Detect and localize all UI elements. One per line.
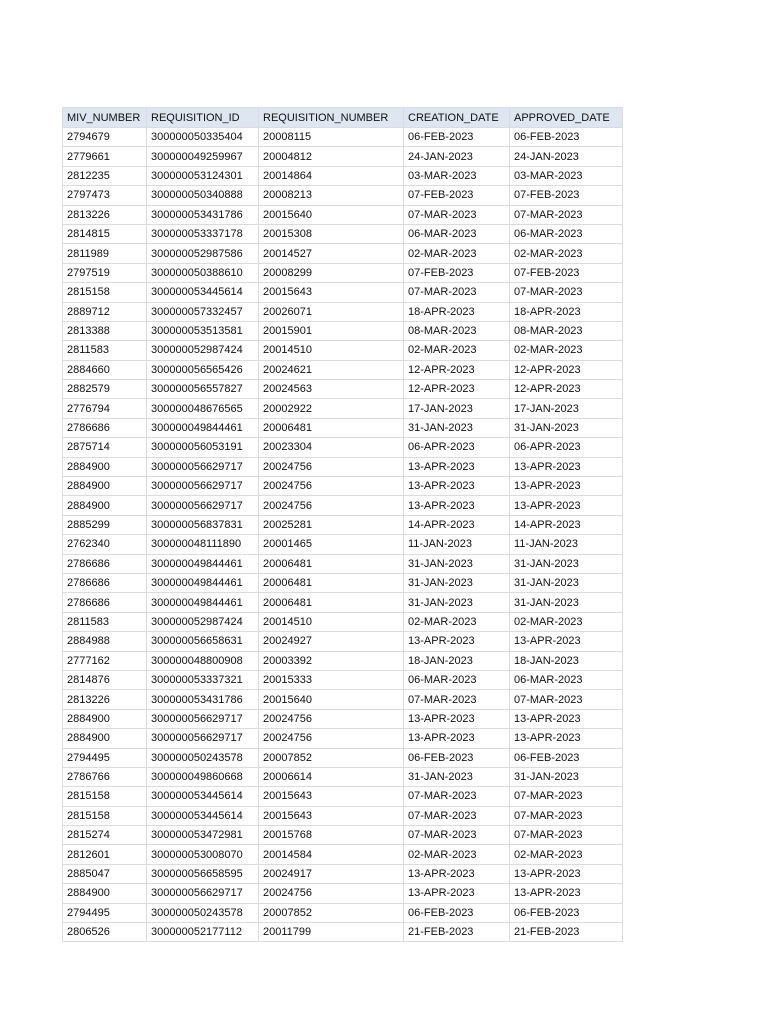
miv-number-cell: 2875714 — [63, 438, 147, 457]
requisition-number-cell: 20015901 — [259, 321, 404, 340]
miv-number-cell: 2812601 — [63, 845, 147, 864]
table-row — [63, 651, 623, 670]
requisition-number-cell: 20014864 — [259, 166, 404, 185]
table-row — [63, 573, 623, 592]
table-row — [63, 884, 623, 903]
table-row — [63, 826, 623, 845]
creation-date-cell: 13-APR-2023 — [404, 632, 510, 651]
requisition-id-cell: 300000053445614 — [147, 283, 259, 302]
approved-date-cell: 02-MAR-2023 — [510, 341, 623, 360]
miv-number-cell: 2815274 — [63, 826, 147, 845]
approved-date-cell: 31-JAN-2023 — [510, 418, 623, 437]
requisition-number-cell: 20024756 — [259, 477, 404, 496]
requisition-id-cell: 300000057332457 — [147, 302, 259, 321]
table-row — [63, 302, 623, 321]
requisition-id-cell: 300000056557827 — [147, 380, 259, 399]
creation-date-cell: 03-MAR-2023 — [404, 166, 510, 185]
column-header-miv-number: MIV_NUMBER — [63, 108, 147, 128]
requisition-id-cell: 300000048111890 — [147, 535, 259, 554]
table-row — [63, 263, 623, 282]
requisition-number-cell: 20015640 — [259, 205, 404, 224]
requisition-id-cell: 300000056629717 — [147, 729, 259, 748]
approved-date-cell: 18-JAN-2023 — [510, 651, 623, 670]
requisition-number-cell: 20014584 — [259, 845, 404, 864]
approved-date-cell: 06-MAR-2023 — [510, 670, 623, 689]
creation-date-cell: 12-APR-2023 — [404, 380, 510, 399]
table-row — [63, 923, 623, 942]
table-row — [63, 457, 623, 476]
approved-date-cell: 02-MAR-2023 — [510, 244, 623, 263]
approved-date-cell: 07-MAR-2023 — [510, 283, 623, 302]
requisition-number-cell: 20024563 — [259, 380, 404, 399]
requisition-number-cell: 20006614 — [259, 767, 404, 786]
table-row — [63, 418, 623, 437]
miv-number-cell: 2815158 — [63, 787, 147, 806]
approved-date-cell: 14-APR-2023 — [510, 515, 623, 534]
miv-number-cell: 2812235 — [63, 166, 147, 185]
table-row — [63, 729, 623, 748]
approved-date-cell: 13-APR-2023 — [510, 884, 623, 903]
approved-date-cell: 18-APR-2023 — [510, 302, 623, 321]
requisition-number-cell: 20008115 — [259, 128, 404, 147]
table-row — [63, 612, 623, 631]
approved-date-cell: 11-JAN-2023 — [510, 535, 623, 554]
table-row — [63, 709, 623, 728]
approved-date-cell: 13-APR-2023 — [510, 457, 623, 476]
creation-date-cell: 14-APR-2023 — [404, 515, 510, 534]
approved-date-cell: 12-APR-2023 — [510, 360, 623, 379]
requisition-number-cell: 20014527 — [259, 244, 404, 263]
column-header-approved-date: APPROVED_DATE — [510, 108, 623, 128]
requisition-id-cell: 300000056629717 — [147, 496, 259, 515]
requisition-id-cell: 300000056053191 — [147, 438, 259, 457]
creation-date-cell: 02-MAR-2023 — [404, 845, 510, 864]
creation-date-cell: 02-MAR-2023 — [404, 612, 510, 631]
approved-date-cell: 13-APR-2023 — [510, 709, 623, 728]
miv-number-cell: 2884900 — [63, 477, 147, 496]
table-row — [63, 321, 623, 340]
requisition-number-cell: 20006481 — [259, 554, 404, 573]
requisition-number-cell: 20024756 — [259, 729, 404, 748]
table-row — [63, 399, 623, 418]
miv-number-cell: 2786686 — [63, 418, 147, 437]
table-row — [63, 903, 623, 922]
miv-number-cell: 2779661 — [63, 147, 147, 166]
approved-date-cell: 03-MAR-2023 — [510, 166, 623, 185]
requisition-number-cell: 20004812 — [259, 147, 404, 166]
creation-date-cell: 13-APR-2023 — [404, 477, 510, 496]
requisition-id-cell: 300000052987586 — [147, 244, 259, 263]
table-row — [63, 205, 623, 224]
miv-number-cell: 2814876 — [63, 670, 147, 689]
approved-date-cell: 13-APR-2023 — [510, 632, 623, 651]
creation-date-cell: 13-APR-2023 — [404, 884, 510, 903]
table-row — [63, 186, 623, 205]
approved-date-cell: 07-MAR-2023 — [510, 205, 623, 224]
approved-date-cell: 06-FEB-2023 — [510, 748, 623, 767]
column-header-requisition-id: REQUISITION_ID — [147, 108, 259, 128]
miv-number-cell: 2885299 — [63, 515, 147, 534]
creation-date-cell: 06-FEB-2023 — [404, 903, 510, 922]
requisition-id-cell: 300000056658631 — [147, 632, 259, 651]
creation-date-cell: 07-MAR-2023 — [404, 690, 510, 709]
creation-date-cell: 31-JAN-2023 — [404, 418, 510, 437]
requisition-number-cell: 20008213 — [259, 186, 404, 205]
creation-date-cell: 31-JAN-2023 — [404, 554, 510, 573]
requisition-number-cell: 20015643 — [259, 787, 404, 806]
requisition-id-cell: 300000050388610 — [147, 263, 259, 282]
creation-date-cell: 11-JAN-2023 — [404, 535, 510, 554]
miv-number-cell: 2794495 — [63, 903, 147, 922]
requisition-number-cell: 20024756 — [259, 496, 404, 515]
requisition-number-cell: 20006481 — [259, 573, 404, 592]
approved-date-cell: 31-JAN-2023 — [510, 767, 623, 786]
requisition-number-cell: 20024621 — [259, 360, 404, 379]
requisition-id-cell: 300000049860668 — [147, 767, 259, 786]
creation-date-cell: 13-APR-2023 — [404, 709, 510, 728]
header-row — [63, 108, 623, 128]
table-row — [63, 864, 623, 883]
requisition-id-cell: 300000049844461 — [147, 593, 259, 612]
creation-date-cell: 06-FEB-2023 — [404, 128, 510, 147]
requisition-number-cell: 20001465 — [259, 535, 404, 554]
table-row — [63, 283, 623, 302]
miv-number-cell: 2884900 — [63, 709, 147, 728]
requisition-table — [62, 107, 623, 942]
requisition-number-cell: 20007852 — [259, 748, 404, 767]
approved-date-cell: 07-FEB-2023 — [510, 263, 623, 282]
creation-date-cell: 31-JAN-2023 — [404, 573, 510, 592]
requisition-number-cell: 20015643 — [259, 806, 404, 825]
requisition-id-cell: 300000053445614 — [147, 806, 259, 825]
approved-date-cell: 13-APR-2023 — [510, 864, 623, 883]
requisition-number-cell: 20006481 — [259, 593, 404, 612]
miv-number-cell: 2811989 — [63, 244, 147, 263]
table-row — [63, 593, 623, 612]
requisition-id-cell: 300000053431786 — [147, 205, 259, 224]
approved-date-cell: 06-FEB-2023 — [510, 903, 623, 922]
creation-date-cell: 06-MAR-2023 — [404, 224, 510, 243]
creation-date-cell: 02-MAR-2023 — [404, 341, 510, 360]
table-body — [63, 128, 623, 942]
creation-date-cell: 07-FEB-2023 — [404, 186, 510, 205]
miv-number-cell: 2806526 — [63, 923, 147, 942]
table-row — [63, 845, 623, 864]
requisition-id-cell: 300000050340888 — [147, 186, 259, 205]
requisition-number-cell: 20015640 — [259, 690, 404, 709]
column-header-requisition-number: REQUISITION_NUMBER — [259, 108, 404, 128]
approved-date-cell: 13-APR-2023 — [510, 496, 623, 515]
table-row — [63, 166, 623, 185]
table-row — [63, 380, 623, 399]
requisition-id-cell: 300000053337321 — [147, 670, 259, 689]
miv-number-cell: 2786686 — [63, 573, 147, 592]
approved-date-cell: 07-MAR-2023 — [510, 690, 623, 709]
creation-date-cell: 07-MAR-2023 — [404, 205, 510, 224]
requisition-id-cell: 300000052177112 — [147, 923, 259, 942]
creation-date-cell: 07-MAR-2023 — [404, 283, 510, 302]
requisition-number-cell: 20024756 — [259, 709, 404, 728]
creation-date-cell: 07-MAR-2023 — [404, 806, 510, 825]
table-row — [63, 535, 623, 554]
approved-date-cell: 06-MAR-2023 — [510, 224, 623, 243]
creation-date-cell: 08-MAR-2023 — [404, 321, 510, 340]
approved-date-cell: 31-JAN-2023 — [510, 593, 623, 612]
miv-number-cell: 2786686 — [63, 554, 147, 573]
requisition-number-cell: 20025281 — [259, 515, 404, 534]
creation-date-cell: 31-JAN-2023 — [404, 593, 510, 612]
creation-date-cell: 06-APR-2023 — [404, 438, 510, 457]
miv-number-cell: 2811583 — [63, 612, 147, 631]
requisition-id-cell: 300000048800908 — [147, 651, 259, 670]
table-row — [63, 147, 623, 166]
requisition-id-cell: 300000050243578 — [147, 748, 259, 767]
table-row — [63, 748, 623, 767]
table-row — [63, 496, 623, 515]
miv-number-cell: 2814815 — [63, 224, 147, 243]
requisition-number-cell: 20014510 — [259, 341, 404, 360]
requisition-id-cell: 300000049844461 — [147, 418, 259, 437]
table-row — [63, 670, 623, 689]
requisition-number-cell: 20023304 — [259, 438, 404, 457]
requisition-number-cell: 20024756 — [259, 457, 404, 476]
requisition-id-cell: 300000056629717 — [147, 709, 259, 728]
requisition-id-cell: 300000056629717 — [147, 477, 259, 496]
creation-date-cell: 18-APR-2023 — [404, 302, 510, 321]
miv-number-cell: 2884900 — [63, 496, 147, 515]
requisition-id-cell: 300000050243578 — [147, 903, 259, 922]
requisition-number-cell: 20024927 — [259, 632, 404, 651]
requisition-number-cell: 20008299 — [259, 263, 404, 282]
table-row — [63, 341, 623, 360]
miv-number-cell: 2884900 — [63, 729, 147, 748]
requisition-id-cell: 300000053337178 — [147, 224, 259, 243]
requisition-number-cell: 20003392 — [259, 651, 404, 670]
requisition-number-cell: 20015308 — [259, 224, 404, 243]
requisition-id-cell: 300000053008070 — [147, 845, 259, 864]
requisition-id-cell: 300000053431786 — [147, 690, 259, 709]
requisition-number-cell: 20015643 — [259, 283, 404, 302]
table-row — [63, 477, 623, 496]
requisition-id-cell: 300000049844461 — [147, 573, 259, 592]
column-header-creation-date: CREATION_DATE — [404, 108, 510, 128]
requisition-number-cell: 20015768 — [259, 826, 404, 845]
table-row — [63, 787, 623, 806]
requisition-id-cell: 300000053513581 — [147, 321, 259, 340]
creation-date-cell: 13-APR-2023 — [404, 457, 510, 476]
requisition-number-cell: 20011799 — [259, 923, 404, 942]
creation-date-cell: 17-JAN-2023 — [404, 399, 510, 418]
requisition-id-cell: 300000056629717 — [147, 884, 259, 903]
creation-date-cell: 02-MAR-2023 — [404, 244, 510, 263]
requisition-number-cell: 20002922 — [259, 399, 404, 418]
requisition-id-cell: 300000050335404 — [147, 128, 259, 147]
requisition-number-cell: 20015333 — [259, 670, 404, 689]
miv-number-cell: 2884988 — [63, 632, 147, 651]
requisition-number-cell: 20026071 — [259, 302, 404, 321]
creation-date-cell: 21-FEB-2023 — [404, 923, 510, 942]
miv-number-cell: 2813388 — [63, 321, 147, 340]
table-row — [63, 515, 623, 534]
miv-number-cell: 2884900 — [63, 884, 147, 903]
miv-number-cell: 2794495 — [63, 748, 147, 767]
approved-date-cell: 07-MAR-2023 — [510, 787, 623, 806]
requisition-id-cell: 300000056629717 — [147, 457, 259, 476]
miv-number-cell: 2762340 — [63, 535, 147, 554]
table-row — [63, 244, 623, 263]
table-row — [63, 806, 623, 825]
requisition-id-cell: 300000048676565 — [147, 399, 259, 418]
requisition-id-cell: 300000056837831 — [147, 515, 259, 534]
miv-number-cell: 2797473 — [63, 186, 147, 205]
requisition-id-cell: 300000049844461 — [147, 554, 259, 573]
creation-date-cell: 07-MAR-2023 — [404, 787, 510, 806]
creation-date-cell: 06-FEB-2023 — [404, 748, 510, 767]
miv-number-cell: 2889712 — [63, 302, 147, 321]
approved-date-cell: 02-MAR-2023 — [510, 612, 623, 631]
approved-date-cell: 08-MAR-2023 — [510, 321, 623, 340]
approved-date-cell: 31-JAN-2023 — [510, 554, 623, 573]
table-row — [63, 632, 623, 651]
creation-date-cell: 12-APR-2023 — [404, 360, 510, 379]
requisition-id-cell: 300000053124301 — [147, 166, 259, 185]
creation-date-cell: 13-APR-2023 — [404, 729, 510, 748]
requisition-id-cell: 300000053445614 — [147, 787, 259, 806]
approved-date-cell: 13-APR-2023 — [510, 729, 623, 748]
miv-number-cell: 2882579 — [63, 380, 147, 399]
miv-number-cell: 2884900 — [63, 457, 147, 476]
miv-number-cell: 2885047 — [63, 864, 147, 883]
approved-date-cell: 13-APR-2023 — [510, 477, 623, 496]
approved-date-cell: 31-JAN-2023 — [510, 573, 623, 592]
miv-number-cell: 2815158 — [63, 283, 147, 302]
approved-date-cell: 12-APR-2023 — [510, 380, 623, 399]
miv-number-cell: 2813226 — [63, 690, 147, 709]
creation-date-cell: 06-MAR-2023 — [404, 670, 510, 689]
approved-date-cell: 17-JAN-2023 — [510, 399, 623, 418]
miv-number-cell: 2777162 — [63, 651, 147, 670]
table-row — [63, 224, 623, 243]
miv-number-cell: 2884660 — [63, 360, 147, 379]
approved-date-cell: 02-MAR-2023 — [510, 845, 623, 864]
table-row — [63, 360, 623, 379]
approved-date-cell: 06-APR-2023 — [510, 438, 623, 457]
table-row — [63, 128, 623, 147]
miv-number-cell: 2786766 — [63, 767, 147, 786]
creation-date-cell: 18-JAN-2023 — [404, 651, 510, 670]
miv-number-cell: 2794679 — [63, 128, 147, 147]
table-row — [63, 438, 623, 457]
approved-date-cell: 24-JAN-2023 — [510, 147, 623, 166]
approved-date-cell: 07-FEB-2023 — [510, 186, 623, 205]
table-row — [63, 690, 623, 709]
table-row — [63, 767, 623, 786]
creation-date-cell: 07-FEB-2023 — [404, 263, 510, 282]
creation-date-cell: 13-APR-2023 — [404, 496, 510, 515]
requisition-id-cell: 300000053472981 — [147, 826, 259, 845]
requisition-id-cell: 300000056565426 — [147, 360, 259, 379]
requisition-number-cell: 20006481 — [259, 418, 404, 437]
requisition-id-cell: 300000052987424 — [147, 341, 259, 360]
requisition-id-cell: 300000049259967 — [147, 147, 259, 166]
miv-number-cell: 2811583 — [63, 341, 147, 360]
miv-number-cell: 2786686 — [63, 593, 147, 612]
creation-date-cell: 24-JAN-2023 — [404, 147, 510, 166]
miv-number-cell: 2776794 — [63, 399, 147, 418]
requisition-number-cell: 20014510 — [259, 612, 404, 631]
creation-date-cell: 13-APR-2023 — [404, 864, 510, 883]
approved-date-cell: 07-MAR-2023 — [510, 806, 623, 825]
requisition-id-cell: 300000052987424 — [147, 612, 259, 631]
approved-date-cell: 06-FEB-2023 — [510, 128, 623, 147]
miv-number-cell: 2815158 — [63, 806, 147, 825]
requisition-number-cell: 20007852 — [259, 903, 404, 922]
approved-date-cell: 21-FEB-2023 — [510, 923, 623, 942]
creation-date-cell: 07-MAR-2023 — [404, 826, 510, 845]
requisition-number-cell: 20024756 — [259, 884, 404, 903]
approved-date-cell: 07-MAR-2023 — [510, 826, 623, 845]
table-row — [63, 554, 623, 573]
creation-date-cell: 31-JAN-2023 — [404, 767, 510, 786]
requisition-number-cell: 20024917 — [259, 864, 404, 883]
miv-number-cell: 2813226 — [63, 205, 147, 224]
requisition-id-cell: 300000056658595 — [147, 864, 259, 883]
miv-number-cell: 2797519 — [63, 263, 147, 282]
